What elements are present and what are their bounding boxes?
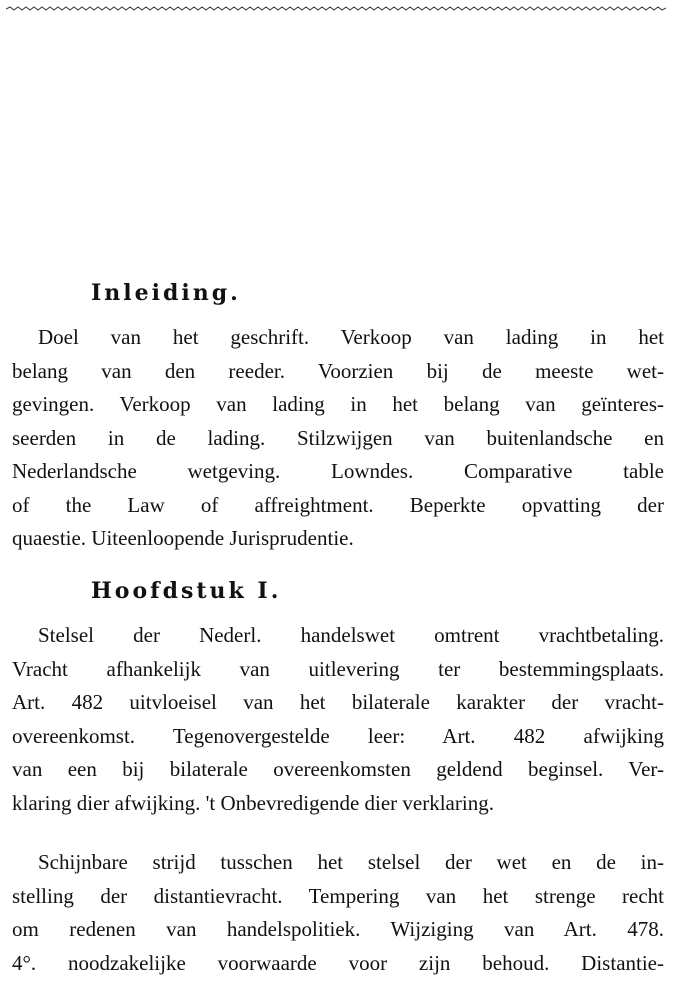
text-line: 4°. noodzakelijke voorwaarde voor zijn behoud. Distantie- (12, 950, 664, 975)
text-line: klaring dier afwijking. 't Onbevredigende dier verklaring. (12, 790, 494, 815)
top-decorative-rule (6, 4, 666, 14)
section-heading-inleiding: Inleiding. (91, 280, 241, 306)
text-line: seerden in de lading. Stilzwijgen van buitenlandsche en (12, 425, 664, 450)
text-line: Doel van het geschrift. Verkoop van lading in het (38, 325, 664, 349)
text-line: stelling der distantievracht. Tempering van het strenge recht (12, 883, 664, 908)
text-line: Vracht afhankelijk van uitlevering ter bestemmingsplaats. (12, 656, 664, 681)
text-line: gevingen. Verkoop van lading in het belang van geïnteres- (12, 392, 664, 416)
text-line: Art. 482 uitvloeisel van het bilaterale karakter der vracht- (12, 690, 664, 714)
text-line: Stelsel der Nederl. handelswet omtrent vrachtbetaling. (38, 623, 664, 647)
paragraph-distantievracht (12, 846, 664, 980)
section-body-inleiding (12, 321, 664, 556)
text-line: Nederlandsche wetgeving. Lowndes. Comparative table (12, 459, 664, 483)
text-line: van een bij bilaterale overeenkomsten geldend beginsel. Ver- (12, 757, 664, 781)
text-line: of the Law of affreightment. Beperkte opvatting der (12, 492, 664, 517)
text-line: belang van den reeder. Voorzien bij de meeste wet- (12, 358, 664, 383)
text-line: overeenkomst. Tegenovergestelde leer: Art. 482 afwijking (12, 723, 664, 748)
text-line: Schijnbare strijd tusschen het stelsel der wet en de in- (38, 850, 664, 874)
text-line: quaestie. Uiteenloopende Jurisprudentie. (12, 526, 354, 550)
section-heading-hoofdstuk-1: Hoofdstuk I. (91, 578, 282, 604)
section-body-hoofdstuk-1 (12, 619, 664, 820)
text-line: om redenen van handelspolitiek. Wijziging van Art. 478. (12, 917, 664, 941)
